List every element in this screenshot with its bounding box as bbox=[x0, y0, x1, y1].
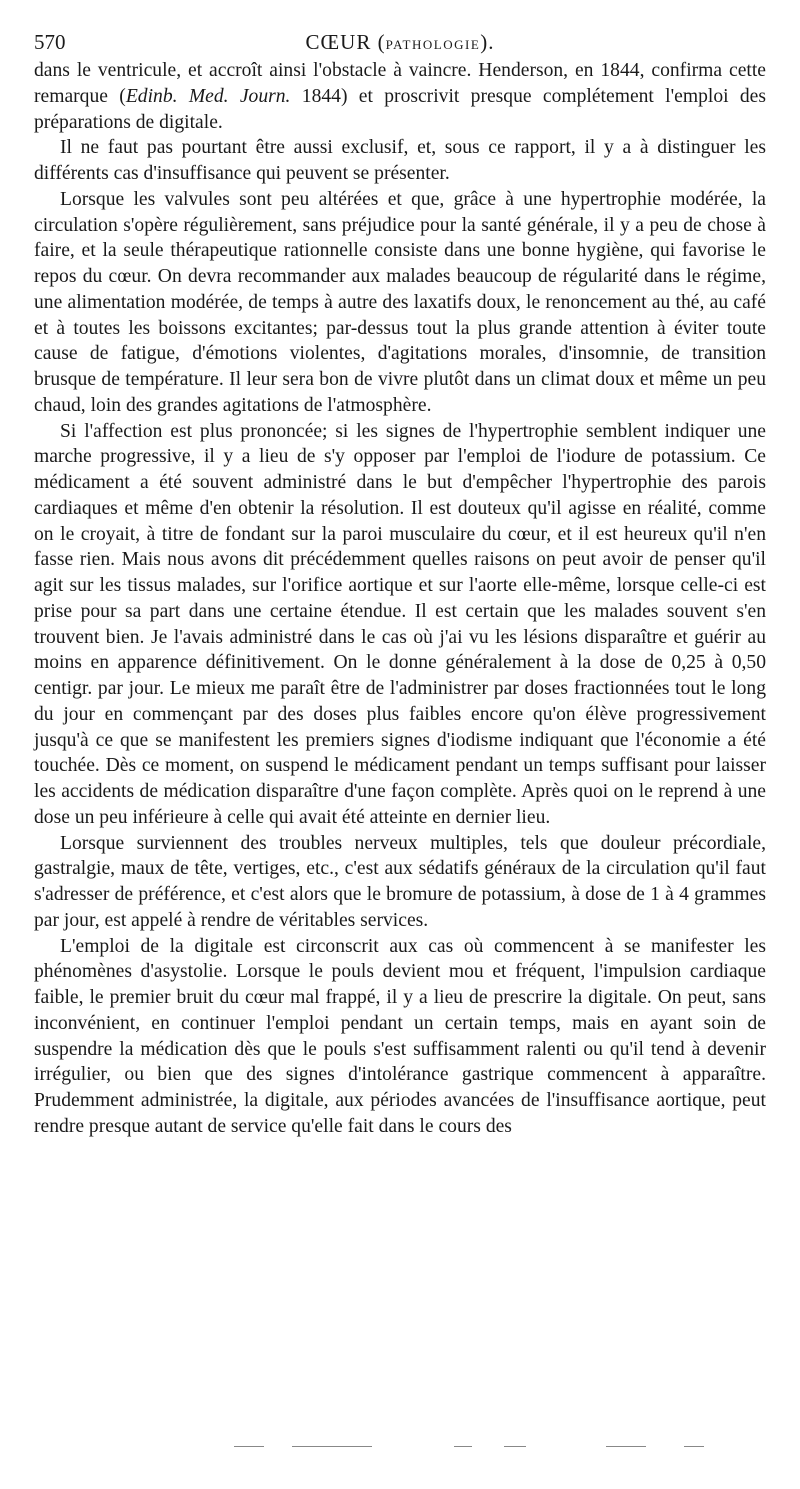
paragraph-text: Si l'affection est plus prononcée; si les signes de l'hypertrophie semblent indiquer une marche progressive, il y a lieu de s'y opposer par l'emploi de l'iodure de potassium. Ce médicament a été souvent administré dans le but d'empêcher l'hypertrophie des parois cardiaques et même d'en obtenir la résolution. Il est douteux qu'il agisse en réalité, comme on le croyait, à titre de fondant sur la paroi musculaire du cœur, et il est heureux qu'il n'en fasse rien. Mais nous avons dit précédemment quelles raisons on peut avoir de penser qu'il agit sur les tissus malades, sur l'orifice aortique et sur l'aorte elle-même, lorsque celle-ci est prise pour sa part dans une certaine étendue. Il est certain que les malades souvent s'en trouvent bien. Je l'avais administré dans le cas où j'ai vu les lésions disparaître et guérir au moins en apparence définitivement. On le donne généralement à la dose de 0,25 à 0,50 centigr. par jour. Le mieux me paraît être de l'administrer par doses fractionnées tout le long du jour en commençant par des doses plus faibles encore qu'on élève progressivement jusqu'à ce que se manifestent les premiers signes d'iodisme indiquant que l'économie a été touchée. Dès ce moment, on suspend le médicament pendant un temps suffisant pour laisser les accidents de médication disparaître d'une façon complète. Après quoi on le reprend à une dose un peu inférieure à celle qui avait été atteinte en dernier lieu. bbox=[34, 420, 766, 828]
paragraph-text: dans le ventricule, et accroît ainsi l'obstacle à vaincre. Henderson, en 1844, confirma cette remarque ( bbox=[34, 60, 766, 107]
paragraph-text: Il ne faut pas pourtant être aussi exclusif, et, sous ce rapport, il y a à distinguer les différents cas d'insuffisance qui peuvent se présenter. bbox=[34, 137, 766, 184]
paragraph-text: L'emploi de la digitale est circonscrit aux cas où commencent à se manifester les phénomènes d'asystolie. Lorsque le pouls devient mou et fréquent, l'impulsion cardiaque faible, le premier bruit du cœur mal frappé, il y a lieu de prescrire la digitale. On peut, sans inconvénient, en continuer l'emploi pendant un certain temps, mais en ayant soin de suspendre la médication dès que le pouls s'est suffisamment ralenti ou qu'il tend à devenir irrégulier, ou bien que des signes d'intolérance gastrique commencent à apparaître. Prudemment administrée, la digitale, aux périodes avancées de l'insuffisance aortique, peut rendre presque autant de service qu'elle fait dans le cours des bbox=[34, 935, 766, 1137]
page-number: 570 bbox=[34, 30, 66, 54]
running-title-paren-open: ( bbox=[371, 30, 386, 54]
running-title-sub: PATHOLOGIE bbox=[385, 37, 481, 52]
paragraph bbox=[34, 934, 766, 1140]
book-page bbox=[34, 22, 766, 1140]
paragraph bbox=[34, 187, 766, 419]
paragraph-text: Lorsque les valvules sont peu altérées et que, grâce à une hypertrophie modérée, la circulation s'opère régulièrement, sans préjudice pour la santé générale, il y a peu de chose à faire, et la seule thérapeutique rationnelle consiste dans une bonne hygiène, qui favorise le repos du cœur. On devra recommander aux malades beaucoup de régularité dans le régime, une alimentation modérée, de temps à autre des laxatifs doux, le renoncement au thé, au café et à toutes les boissons excitantes; par-dessus tout la plus grande attention à éviter toute cause de fatigue, d'émotions violentes, d'agitations morales, d'insomnie, de transition brusque de température. Il leur sera bon de vivre plutôt dans un climat doux et même un peu chaud, loin des grandes agitations de l'atmosphère. bbox=[34, 188, 766, 416]
footer-rule bbox=[34, 1438, 766, 1458]
paragraph bbox=[34, 831, 766, 934]
paragraph bbox=[34, 135, 766, 187]
paragraph-text: Lorsque surviennent des troubles nerveux multiples, tels que douleur précordiale, gastralgie, maux de tête, vertiges, etc., c'est aux sédatifs généraux de la circulation qu'il faut s'adresser de préférence, et c'est alors que le bromure de potassium, à dose de 1 à 4 grammes par jour, est appelé à rendre de véritables services. bbox=[34, 832, 766, 931]
paragraph bbox=[34, 419, 766, 831]
italic-citation: Edinb. Med. Journ. bbox=[125, 85, 291, 107]
running-title bbox=[34, 30, 766, 55]
body-text bbox=[34, 58, 766, 1140]
paragraph bbox=[34, 58, 766, 135]
page-header bbox=[34, 22, 766, 56]
running-title-main: CŒUR bbox=[305, 30, 372, 54]
paragraph-text: 1844) et proscrivit presque complétement l'emploi des préparations de digitale. bbox=[34, 85, 767, 133]
running-title-paren-close: ). bbox=[480, 30, 495, 54]
